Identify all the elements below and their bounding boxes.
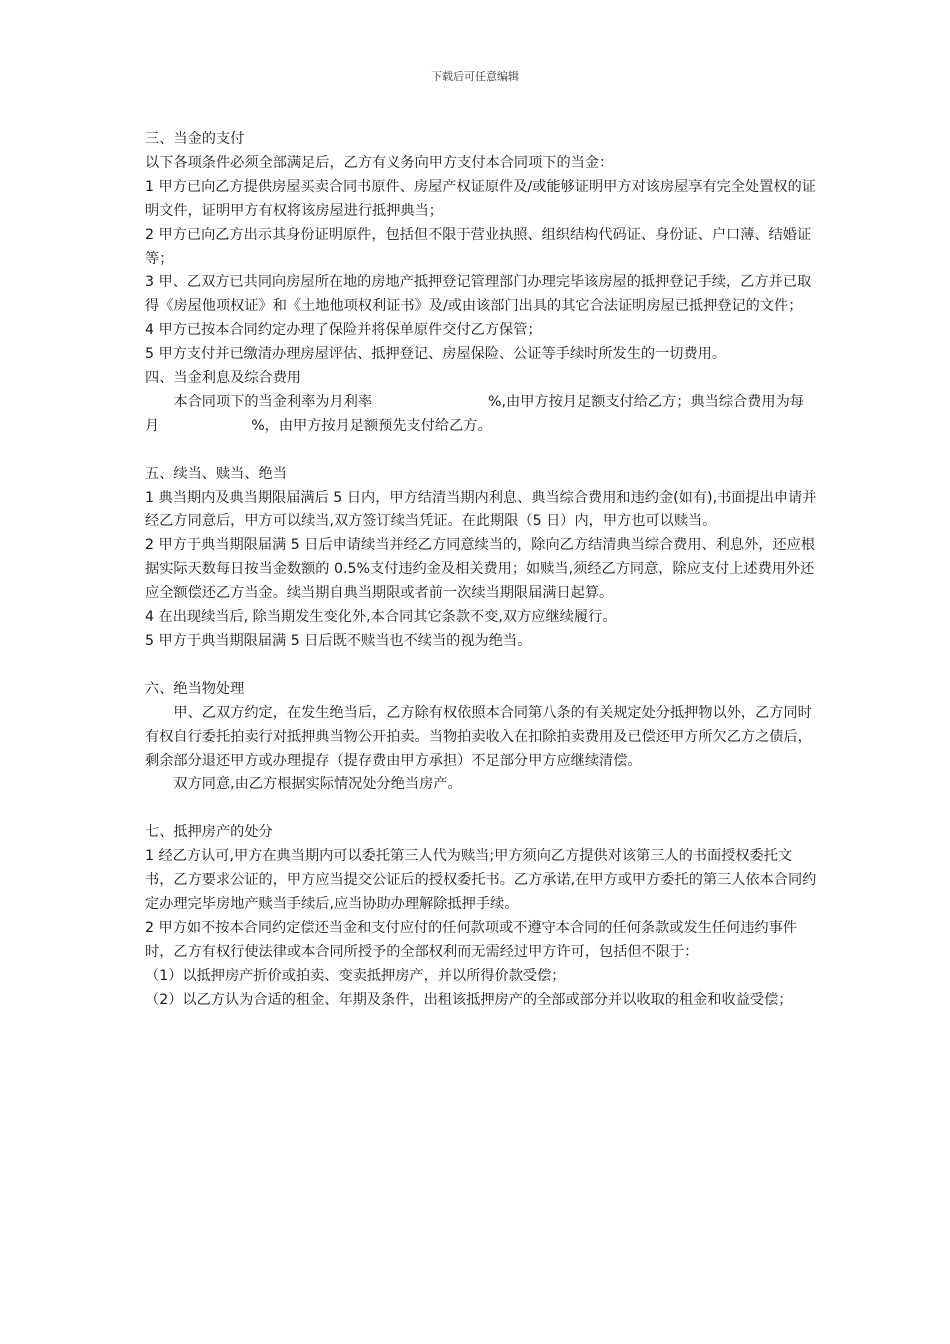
- section-3-item-5: 5 甲方支付并已缴清办理房屋评估、抵押登记、房屋保险、公证等手续时所发生的一切费用。: [145, 346, 727, 363]
- section-3-item-3: 3 甲、乙双方已共同向房屋所在地的房地产抵押登记管理部门办理完毕该房屋的抵押登记手续，乙方并已取得《房屋他项权证》和《土地他项权利证书》及/或由该部门出具的其它合法证明房屋已抵押登记的文件；: [145, 274, 812, 315]
- section-4-title: 四、当金利息及综合费用: [145, 370, 302, 387]
- section-5-title: 五、续当、赎当、绝当: [145, 465, 287, 482]
- section-6-title: 六、绝当物处理: [145, 680, 245, 697]
- section-5-item-2: 2 甲方于典当期限届满 5 日后申请续当并经乙方同意续当的，除向乙方结清典当综合费用、利息外，还应根据实际天数每日按当金数额的 0.5%支付违约金及相关费用；如赎当,须经乙方同意，除应支付上述费用外还应全额偿还乙方当金。续当期自典当期限或者前一次续当期限届满日起算。: [145, 537, 816, 602]
- section-5-item-5: 5 甲方于典当期限届满 5 日后既不赎当也不续当的视为绝当。: [145, 633, 532, 650]
- prepay-text: %，由甲方按月足额预先支付给乙方。: [251, 417, 492, 434]
- section-7-title: 七、抵押房产的处分: [145, 824, 273, 841]
- section-3-title: 三、当金的支付: [145, 131, 245, 147]
- section-7-subitem-1: （1）以抵押房产折价或拍卖、变卖抵押房产，并以所得价款受偿；: [145, 967, 566, 984]
- fee-text: %,由甲方按月足额支付给乙方；典当综合费用为每月: [145, 393, 804, 434]
- document-body: [145, 128, 817, 1012]
- page-header: 下载后可任意编辑: [431, 70, 519, 83]
- section-7-subitem-2: （2）以乙方认为合适的租金、年期及条件，出租该抵押房产的全部或部分并以收取的租金和收益受偿；: [145, 991, 793, 1008]
- section-5-item-1: 1 典当期内及典当期限届满后 5 日内，甲方结清当期内利息、典当综合费用和违约金(如有),书面提出申请并经乙方同意后，甲方可以续当,双方签订续当凭证。在此期限（5 日）内，甲方也可以赎当。: [145, 489, 817, 530]
- rate-text: 本合同项下的当金利率为月利率: [173, 393, 373, 410]
- section-4-paragraph: [145, 391, 817, 439]
- section-3-item-4: 4 甲方已按本合同约定办理了保险并将保单原件交付乙方保管；: [145, 322, 542, 339]
- section-7-item-2: 2 甲方如不按本合同约定偿还当金和支付应付的任何款项或不遵守本合同的任何条款或发生任何违约事件时，乙方有权行使法律或本合同所授予的全部权利而无需经过甲方许可，包括但不限于：: [145, 919, 797, 960]
- section-7-item-1: 1 经乙方认可,甲方在典当期内可以委托第三人代为赎当;甲方须向乙方提供对该第三人的书面授权委托文书，乙方要求公证的，甲方应当提交公证后的授权委托书。乙方承诺,在甲方或甲方委托的第三人依本合同约定办理完毕房地产赎当手续后,应当协助办理解除抵押手续。: [145, 848, 817, 912]
- section-3-item-1: 1 甲方已向乙方提供房屋买卖合同书原件、房屋产权证原件及/或能够证明甲方对该房屋享有完全处置权的证明文件，证明甲方有权将该房屋进行抵押典当；: [145, 178, 816, 219]
- section-5-item-4: 4 在出现续当后, 除当期发生变化外,本合同其它条款不变,双方应继续履行。: [145, 609, 617, 626]
- section-6-paragraph-1: 甲、乙双方约定，在发生绝当后，乙方除有权依照本合同第八条的有关规定处分抵押物以外，乙方同时有权自行委托拍卖行对抵押典当物公开拍卖。当物拍卖收入在扣除拍卖费用及已偿还甲方所欠乙方之债后，剩余部分退还甲方或办理提存（提存费由甲方承担）不足部分甲方应继续清偿。: [145, 704, 812, 769]
- section-6-paragraph-2: 双方同意,由乙方根据实际情况处分绝当房产。: [173, 776, 462, 793]
- section-3-intro: 以下各项条件必须全部满足后，乙方有义务向甲方支付本合同项下的当金：: [145, 154, 614, 171]
- section-3-item-2: 2 甲方已向乙方出示其身份证明原件，包括但不限于营业执照、组织结构代码证、身份证、户口薄、结婚证等；: [145, 226, 812, 267]
